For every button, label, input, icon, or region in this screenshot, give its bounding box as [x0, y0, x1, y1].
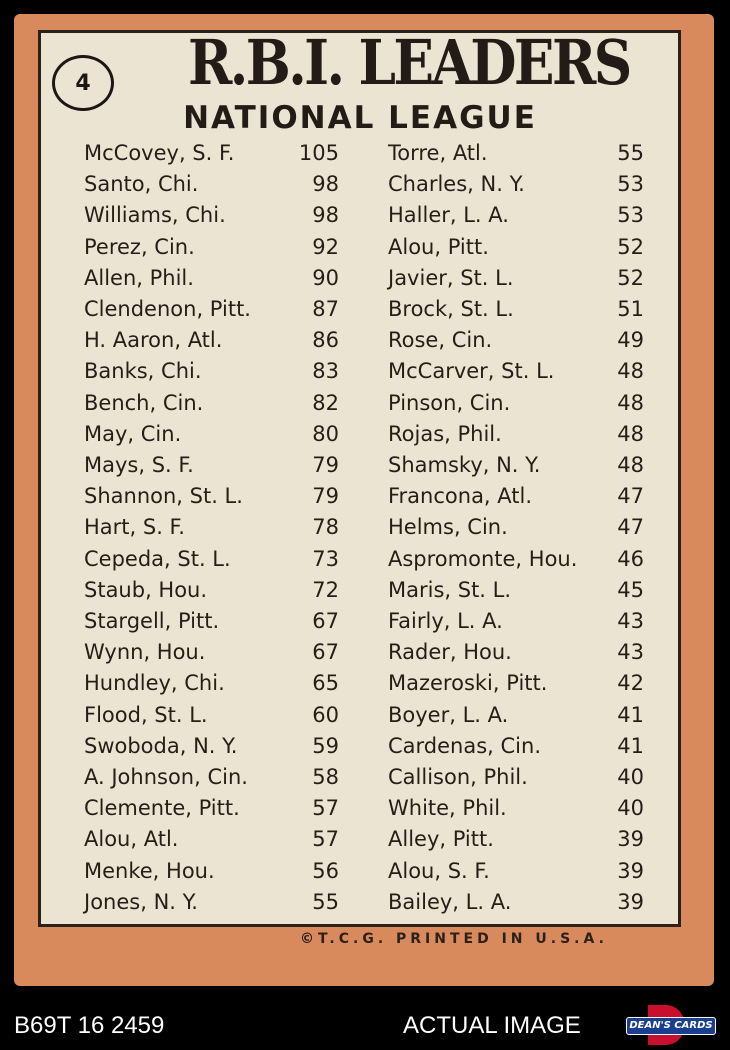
leader-row	[388, 731, 644, 761]
player-name: Banks, Chi.	[84, 359, 202, 383]
leader-row	[84, 481, 339, 511]
rbi-value: 105	[298, 141, 339, 165]
card-subtitle: NATIONAL LEAGUE	[183, 100, 537, 136]
rbi-value: 92	[312, 235, 339, 259]
player-name: Bailey, L. A.	[388, 890, 512, 914]
player-name: Mays, S. F.	[84, 453, 194, 477]
rbi-value: 73	[312, 547, 339, 571]
leader-row	[84, 824, 339, 854]
player-name: Haller, L. A.	[388, 203, 509, 227]
player-name: Torre, Atl.	[388, 141, 488, 165]
player-name: Javier, St. L.	[388, 266, 514, 290]
rbi-value: 39	[617, 827, 644, 851]
rbi-value: 41	[617, 734, 644, 758]
leader-row	[84, 731, 339, 761]
leader-row	[84, 294, 339, 324]
player-name: Boyer, L. A.	[388, 703, 509, 727]
player-name: May, Cin.	[84, 422, 182, 446]
rbi-value: 55	[617, 141, 644, 165]
rbi-value: 72	[312, 578, 339, 602]
leader-row	[84, 200, 339, 230]
rbi-value: 42	[617, 671, 644, 695]
player-name: Helms, Cin.	[388, 515, 508, 539]
rbi-value: 67	[312, 609, 339, 633]
player-name: Clendenon, Pitt.	[84, 297, 251, 321]
leader-row	[388, 450, 644, 480]
rbi-value: 45	[617, 578, 644, 602]
player-name: Menke, Hou.	[84, 859, 215, 883]
leader-row	[84, 169, 339, 199]
rbi-value: 46	[617, 547, 644, 571]
leader-row	[388, 512, 644, 542]
leader-row	[84, 263, 339, 293]
card-number-badge	[52, 55, 114, 111]
player-name: H. Aaron, Atl.	[84, 328, 223, 352]
rbi-value: 52	[617, 266, 644, 290]
leader-row	[388, 762, 644, 792]
leader-row	[84, 637, 339, 667]
player-name: Bench, Cin.	[84, 391, 204, 415]
player-name: Clemente, Pitt.	[84, 796, 240, 820]
rbi-value: 57	[312, 827, 339, 851]
player-name: Stargell, Pitt.	[84, 609, 220, 633]
leader-row	[84, 356, 339, 386]
leader-row	[388, 856, 644, 886]
leader-row	[84, 512, 339, 542]
leader-row	[388, 325, 644, 355]
rbi-value: 40	[617, 765, 644, 789]
rbi-value: 51	[617, 297, 644, 321]
rbi-value: 80	[312, 422, 339, 446]
rbi-value: 82	[312, 391, 339, 415]
rbi-value: 47	[617, 515, 644, 539]
player-name: Flood, St. L.	[84, 703, 208, 727]
leader-row	[388, 544, 644, 574]
leader-row	[388, 575, 644, 605]
rbi-value: 39	[617, 859, 644, 883]
player-name: Fairly, L. A.	[388, 609, 503, 633]
rbi-value: 98	[312, 172, 339, 196]
leader-row	[84, 388, 339, 418]
leader-row	[388, 232, 644, 262]
rbi-value: 48	[617, 391, 644, 415]
rbi-value: 48	[617, 422, 644, 446]
rbi-value: 43	[617, 609, 644, 633]
player-name: Hundley, Chi.	[84, 671, 225, 695]
rbi-value: 86	[312, 328, 339, 352]
player-name: Cepeda, St. L.	[84, 547, 231, 571]
leader-row	[388, 169, 644, 199]
leader-row	[84, 544, 339, 574]
player-name: Rader, Hou.	[388, 640, 512, 664]
leader-row	[84, 762, 339, 792]
player-name: Brock, St. L.	[388, 297, 514, 321]
leader-row	[388, 793, 644, 823]
leader-row	[84, 575, 339, 605]
player-name: Shamsky, N. Y.	[388, 453, 541, 477]
player-name: Alou, Pitt.	[388, 235, 489, 259]
leader-row	[388, 138, 644, 168]
player-name: Shannon, St. L.	[84, 484, 243, 508]
rbi-value: 87	[312, 297, 339, 321]
player-name: Maris, St. L.	[388, 578, 512, 602]
card-number: 4	[75, 70, 91, 96]
rbi-value: 53	[617, 172, 644, 196]
leader-row	[84, 887, 339, 917]
leader-row	[388, 668, 644, 698]
leader-row	[84, 232, 339, 262]
rbi-value: 57	[312, 796, 339, 820]
rbi-value: 83	[312, 359, 339, 383]
rbi-value: 39	[617, 890, 644, 914]
player-name: McCarver, St. L.	[388, 359, 555, 383]
player-name: Cardenas, Cin.	[388, 734, 541, 758]
card-id-caption: B69T 16 2459	[14, 1012, 165, 1039]
rbi-value: 67	[312, 640, 339, 664]
card-title: R.B.I. LEADERS	[188, 26, 630, 99]
rbi-value: 52	[617, 235, 644, 259]
player-name: Santo, Chi.	[84, 172, 199, 196]
player-name: Pinson, Cin.	[388, 391, 511, 415]
leader-row	[84, 856, 339, 886]
player-name: Alou, S. F.	[388, 859, 490, 883]
leader-row	[84, 793, 339, 823]
player-name: Charles, N. Y.	[388, 172, 525, 196]
player-name: McCovey, S. F.	[84, 141, 235, 165]
player-name: Allen, Phil.	[84, 266, 194, 290]
leader-row	[84, 700, 339, 730]
rbi-value: 60	[312, 703, 339, 727]
player-name: Alou, Atl.	[84, 827, 179, 851]
rbi-value: 56	[312, 859, 339, 883]
player-name: White, Phil.	[388, 796, 507, 820]
player-name: Mazeroski, Pitt.	[388, 671, 548, 695]
rbi-value: 58	[312, 765, 339, 789]
leader-row	[388, 294, 644, 324]
player-name: A. Johnson, Cin.	[84, 765, 248, 789]
rbi-value: 78	[312, 515, 339, 539]
leader-row	[388, 887, 644, 917]
player-name: Perez, Cin.	[84, 235, 195, 259]
rbi-value: 55	[312, 890, 339, 914]
actual-image-caption: ACTUAL IMAGE	[403, 1012, 581, 1039]
leader-row	[388, 419, 644, 449]
leader-row	[388, 388, 644, 418]
rbi-value: 47	[617, 484, 644, 508]
player-name: Williams, Chi.	[84, 203, 226, 227]
rbi-value: 90	[312, 266, 339, 290]
rbi-value: 79	[312, 484, 339, 508]
leader-row	[388, 263, 644, 293]
rbi-value: 65	[312, 671, 339, 695]
player-name: Callison, Phil.	[388, 765, 528, 789]
player-name: Wynn, Hou.	[84, 640, 206, 664]
rbi-value: 98	[312, 203, 339, 227]
player-name: Rojas, Phil.	[388, 422, 502, 446]
leader-row	[388, 356, 644, 386]
rbi-value: 48	[617, 453, 644, 477]
leader-row	[388, 481, 644, 511]
rbi-value: 53	[617, 203, 644, 227]
player-name: Aspromonte, Hou.	[388, 547, 578, 571]
player-name: Staub, Hou.	[84, 578, 208, 602]
player-name: Swoboda, N. Y.	[84, 734, 238, 758]
rbi-value: 59	[312, 734, 339, 758]
rbi-value: 48	[617, 359, 644, 383]
player-name: Jones, N. Y.	[84, 890, 198, 914]
leader-row	[84, 419, 339, 449]
rbi-value: 43	[617, 640, 644, 664]
leader-row	[388, 200, 644, 230]
copyright-footer: ©T.C.G. PRINTED IN U.S.A.	[300, 931, 608, 947]
player-name: Francona, Atl.	[388, 484, 533, 508]
leader-row	[84, 138, 339, 168]
rbi-value: 79	[312, 453, 339, 477]
rbi-value: 41	[617, 703, 644, 727]
leader-row	[84, 450, 339, 480]
player-name: Hart, S. F.	[84, 515, 185, 539]
logo-text: DEAN'S CARDS	[626, 1017, 716, 1035]
leader-row	[84, 668, 339, 698]
rbi-value: 40	[617, 796, 644, 820]
leader-row	[388, 637, 644, 667]
leader-row	[388, 824, 644, 854]
leader-row	[388, 606, 644, 636]
leader-row	[84, 325, 339, 355]
player-name: Alley, Pitt.	[388, 827, 494, 851]
leader-row	[388, 700, 644, 730]
leader-row	[84, 606, 339, 636]
deans-cards-logo	[626, 1005, 716, 1045]
player-name: Rose, Cin.	[388, 328, 493, 352]
rbi-value: 49	[617, 328, 644, 352]
